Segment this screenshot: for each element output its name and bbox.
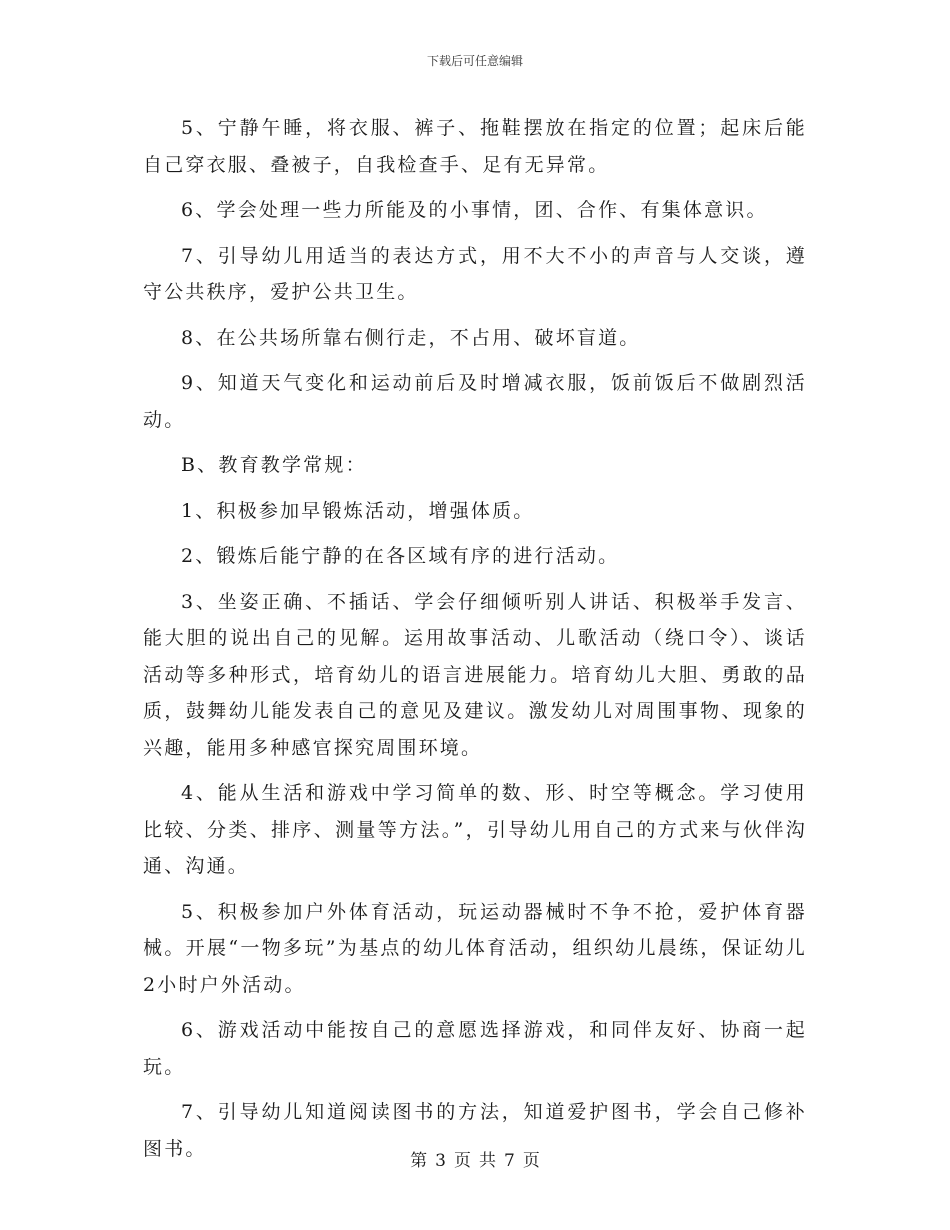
paragraph: 4、能从生活和游戏中学习简单的数、形、时空等概念。学习使用比较、分类、排序、测量等方法。”，引导幼儿用自己的方式来与伙伴沟通、沟通。 <box>143 782 807 877</box>
section-heading: B、教育教学常规： <box>181 454 367 476</box>
page-prefix: 第 <box>410 1151 428 1171</box>
page-header-note: 下载后可任意编辑 <box>426 54 523 68</box>
paragraph: 3、坐姿正确、不插话、学会仔细倾听别人讲话、积极举手发言、能大胆的说出自己的见解。运用故事活动、儿歌活动（绕口令）、谈话活动等多种形式，培育幼儿的语言进展能力。培育幼儿大胆、勇敢的品质，鼓舞幼儿能发表自己的意见及建议。激发幼儿对周围事物、现象的兴趣，能用多种感官探究周围环境。 <box>143 590 807 759</box>
paragraph: 9、知道天气变化和运动前后及时增减衣服，饭前饭后不做剧烈活动。 <box>143 372 807 431</box>
paragraph: 8、在公共场所靠右侧行走，不占用、破坏盲道。 <box>181 326 641 349</box>
total-label: 共 <box>479 1151 496 1171</box>
page-footer <box>0 1150 950 1172</box>
paragraph: 1、积极参加早锻炼活动，增强体质。 <box>181 499 535 522</box>
paragraph: 7、引导幼儿用适当的表达方式，用不大不小的声音与人交谈，遵守公共秩序，爱护公共卫生。 <box>143 244 807 303</box>
paragraph: 5、积极参加户外体育活动，玩运动器械时不争不抢，爱护体育器械。开展“一物多玩”为基点的幼儿体育活动，组织幼儿晨练，保证幼儿2小时户外活动。 <box>143 900 807 996</box>
paragraph: 6、游戏活动中能按自己的意愿选择游戏，和同伴友好、协商一起玩。 <box>143 1019 807 1078</box>
total-page-number: 7 <box>504 1151 515 1171</box>
page-label: 页 <box>454 1151 471 1171</box>
paragraph: 7、引导幼儿知道阅读图书的方法，知道爱护图书，学会自己修补图书。 <box>143 1101 807 1160</box>
document-body <box>143 110 807 1176</box>
current-page-number: 3 <box>435 1151 446 1171</box>
paragraph: 2、锻炼后能宁静的在各区域有序的进行活动。 <box>181 545 620 567</box>
paragraph: 6、学会处理一些力所能及的小事情，团、合作、有集体意识。 <box>181 199 768 221</box>
paragraph: 5、宁静午睡，将衣服、裤子、拖鞋摆放在指定的位置；起床后能自己穿衣服、叠被子，自我检查手、足有无异常。 <box>143 117 807 176</box>
page-suffix: 页 <box>522 1151 540 1171</box>
